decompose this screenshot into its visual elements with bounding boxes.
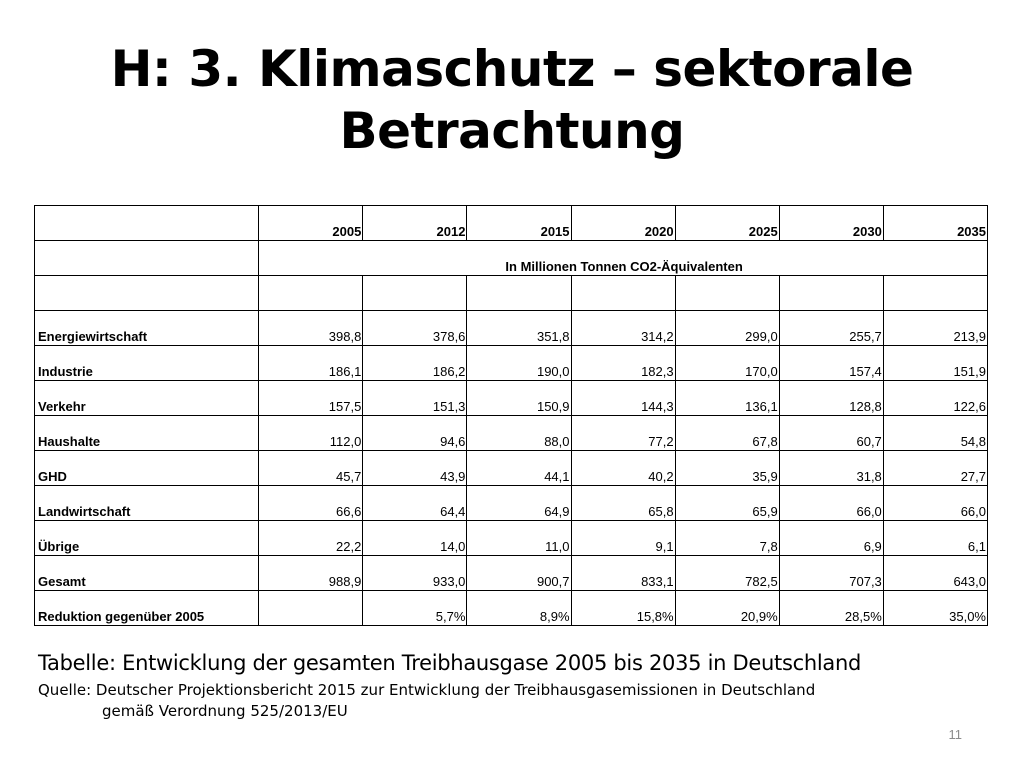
value-cell: 67,8 [675,416,779,451]
year-header: 2020 [571,206,675,241]
header-corner-cell [35,206,259,241]
value-cell: 6,9 [779,521,883,556]
value-cell: 35,9 [675,451,779,486]
table-row [35,346,988,381]
value-cell: 54,8 [883,416,987,451]
value-cell: 643,0 [883,556,987,591]
value-cell: 157,5 [259,381,363,416]
row-label: Übrige [35,521,259,556]
table-row [35,451,988,486]
empty-row [35,276,988,311]
slide-title-line-2: Betrachtung [339,102,685,160]
table-row [35,521,988,556]
value-cell: 988,9 [259,556,363,591]
value-cell: 64,4 [363,486,467,521]
empty-cell [675,276,779,311]
value-cell: 45,7 [259,451,363,486]
year-header: 2035 [883,206,987,241]
value-cell: 255,7 [779,311,883,346]
value-cell: 8,9% [467,591,571,626]
value-cell: 14,0 [363,521,467,556]
value-cell: 707,3 [779,556,883,591]
value-cell: 15,8% [571,591,675,626]
source-note [38,680,815,722]
value-cell: 833,1 [571,556,675,591]
value-cell [259,591,363,626]
unit-label: In Millionen Tonnen CO2-Äquivalenten [259,241,988,276]
value-cell: 20,9% [675,591,779,626]
row-label: Landwirtschaft [35,486,259,521]
value-cell: 151,3 [363,381,467,416]
value-cell: 351,8 [467,311,571,346]
value-cell: 64,9 [467,486,571,521]
value-cell: 157,4 [779,346,883,381]
value-cell: 112,0 [259,416,363,451]
empty-cell [883,276,987,311]
value-cell: 43,9 [363,451,467,486]
year-header: 2012 [363,206,467,241]
value-cell: 933,0 [363,556,467,591]
table-row [35,381,988,416]
slide-title-line-1: H: 3. Klimaschutz – sektorale [110,40,914,98]
value-cell: 151,9 [883,346,987,381]
year-header: 2005 [259,206,363,241]
emissions-table [34,205,988,626]
value-cell: 66,6 [259,486,363,521]
empty-cell [363,276,467,311]
data-rows [35,311,988,626]
value-cell: 60,7 [779,416,883,451]
value-cell: 186,1 [259,346,363,381]
value-cell: 299,0 [675,311,779,346]
value-cell: 314,2 [571,311,675,346]
row-label: Energiewirtschaft [35,311,259,346]
page-number: 11 [948,727,962,742]
header-row-unit [35,241,988,276]
table-caption: Tabelle: Entwicklung der gesamten Treibhausgase 2005 bis 2035 in Deutschland [38,651,861,675]
value-cell: 65,8 [571,486,675,521]
value-cell: 182,3 [571,346,675,381]
row-label: Gesamt [35,556,259,591]
source-line-2: gemäß Verordnung 525/2013/EU [102,702,348,720]
value-cell: 31,8 [779,451,883,486]
value-cell: 9,1 [571,521,675,556]
value-cell: 900,7 [467,556,571,591]
value-cell: 65,9 [675,486,779,521]
value-cell: 136,1 [675,381,779,416]
value-cell: 6,1 [883,521,987,556]
source-line-1: Quelle: Deutscher Projektionsbericht 2015 zur Entwicklung der Treibhausgasemissionen in Deutschland [38,681,816,699]
empty-cell [571,276,675,311]
table-row [35,556,988,591]
value-cell: 398,8 [259,311,363,346]
value-cell: 144,3 [571,381,675,416]
empty-cell [35,276,259,311]
value-cell: 35,0% [883,591,987,626]
value-cell: 94,6 [363,416,467,451]
year-header: 2030 [779,206,883,241]
value-cell: 213,9 [883,311,987,346]
value-cell: 128,8 [779,381,883,416]
value-cell: 186,2 [363,346,467,381]
value-cell: 782,5 [675,556,779,591]
year-header: 2025 [675,206,779,241]
year-header: 2015 [467,206,571,241]
header-row-years [35,206,988,241]
value-cell: 44,1 [467,451,571,486]
table-row [35,591,988,626]
value-cell: 88,0 [467,416,571,451]
value-cell: 11,0 [467,521,571,556]
slide-title [0,38,1024,162]
value-cell: 190,0 [467,346,571,381]
row-label: Haushalte [35,416,259,451]
row-label: GHD [35,451,259,486]
value-cell: 66,0 [779,486,883,521]
table-row [35,486,988,521]
value-cell: 77,2 [571,416,675,451]
table-row [35,416,988,451]
empty-cell [467,276,571,311]
value-cell: 5,7% [363,591,467,626]
value-cell: 66,0 [883,486,987,521]
value-cell: 27,7 [883,451,987,486]
value-cell: 7,8 [675,521,779,556]
empty-cell [779,276,883,311]
row-label: Verkehr [35,381,259,416]
empty-cell [259,276,363,311]
value-cell: 150,9 [467,381,571,416]
table-row [35,311,988,346]
value-cell: 378,6 [363,311,467,346]
value-cell: 40,2 [571,451,675,486]
value-cell: 170,0 [675,346,779,381]
value-cell: 28,5% [779,591,883,626]
row-label: Industrie [35,346,259,381]
value-cell: 122,6 [883,381,987,416]
value-cell: 22,2 [259,521,363,556]
unit-row-label-cell [35,241,259,276]
row-label: Reduktion gegenüber 2005 [35,591,259,626]
